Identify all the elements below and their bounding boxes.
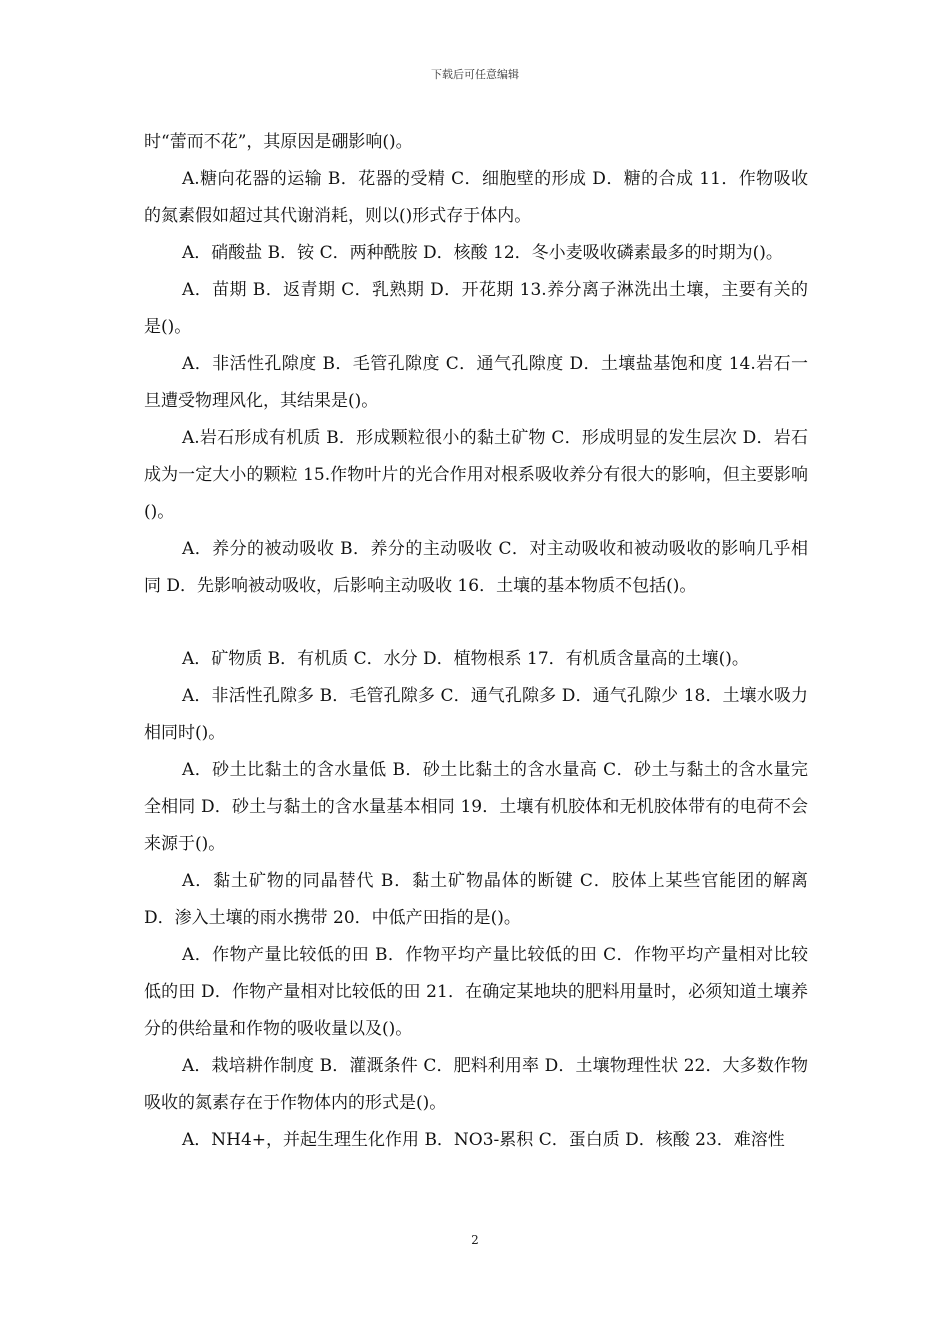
page-number: 2 — [471, 1233, 479, 1247]
paragraph: A．矿物质 B．有机质 C．水分 D．植物根系 17．有机质含量高的土壤()。 — [182, 649, 749, 669]
paragraph: A．苗期 B．返青期 C．乳熟期 D．开花期 13.养分离子淋洗出土壤，主要有关的是()。 — [144, 280, 808, 337]
paragraph: A．养分的被动吸收 B．养分的主动吸收 C．对主动吸收和被动吸收的影响几乎相同 D．先影响被动吸收，后影响主动吸收 16．土壤的基本物质不包括()。 — [144, 539, 808, 596]
paragraph: A．栽培耕作制度 B．灌溉条件 C．肥料利用率 D．土壤物理性状 22．大多数作物吸收的氮素存在于作物体内的形式是()。 — [144, 1056, 808, 1113]
paragraph: A．硝酸盐 B．铵 C．两种酰胺 D．核酸 12．冬小麦吸收磷素最多的时期为()。 — [182, 243, 783, 263]
paragraph: A．作物产量比较低的田 B．作物平均产量比较低的田 C．作物平均产量相对比较低的田 D．作物产量相对比较低的田 21．在确定某地块的肥料用量时，必须知道土壤养分的供给量和作物的吸收量以及()。 — [144, 945, 808, 1039]
paragraph: A．非活性孔隙多 B．毛管孔隙多 C．通气孔隙多 D．通气孔隙少 18．土壤水吸力相同时()。 — [144, 686, 808, 743]
paragraph: A．砂土比黏土的含水量低 B．砂土比黏土的含水量高 C．砂土与黏土的含水量完全相同 D．砂土与黏土的含水量基本相同 19．土壤有机胶体和无机胶体带有的电荷不会来源于()。 — [144, 760, 808, 854]
paragraph: 时“蕾而不花”，其原因是硼影响()。 — [144, 132, 413, 152]
document-body — [144, 124, 814, 1159]
page-header: 下载后可任意编辑 — [431, 68, 519, 81]
paragraph: A．黏土矿物的同晶替代 B．黏土矿物晶体的断键 C．胶体上某些官能团的解离 D．渗入土壤的雨水携带 20．中低产田指的是()。 — [144, 871, 814, 928]
paragraph: A．非活性孔隙度 B．毛管孔隙度 C．通气孔隙度 D．土壤盐基饱和度 14.岩石一旦遭受物理风化，其结果是()。 — [144, 354, 808, 411]
paragraph: A.岩石形成有机质 B．形成颗粒很小的黏土矿物 C．形成明显的发生层次 D．岩石成为一定大小的颗粒 15.作物叶片的光合作用对根系吸收养分有很大的影响，但主要影响()。 — [144, 428, 808, 522]
paragraph: A．NH4+，并起生理生化作用 B．NO3-累积 C．蛋白质 D．核酸 23．难溶性 — [182, 1130, 785, 1150]
paragraph: A.糖向花器的运输 B．花器的受精 C．细胞壁的形成 D．糖的合成 11．作物吸收的氮素假如超过其代谢消耗，则以()形式存于体内。 — [144, 169, 808, 226]
